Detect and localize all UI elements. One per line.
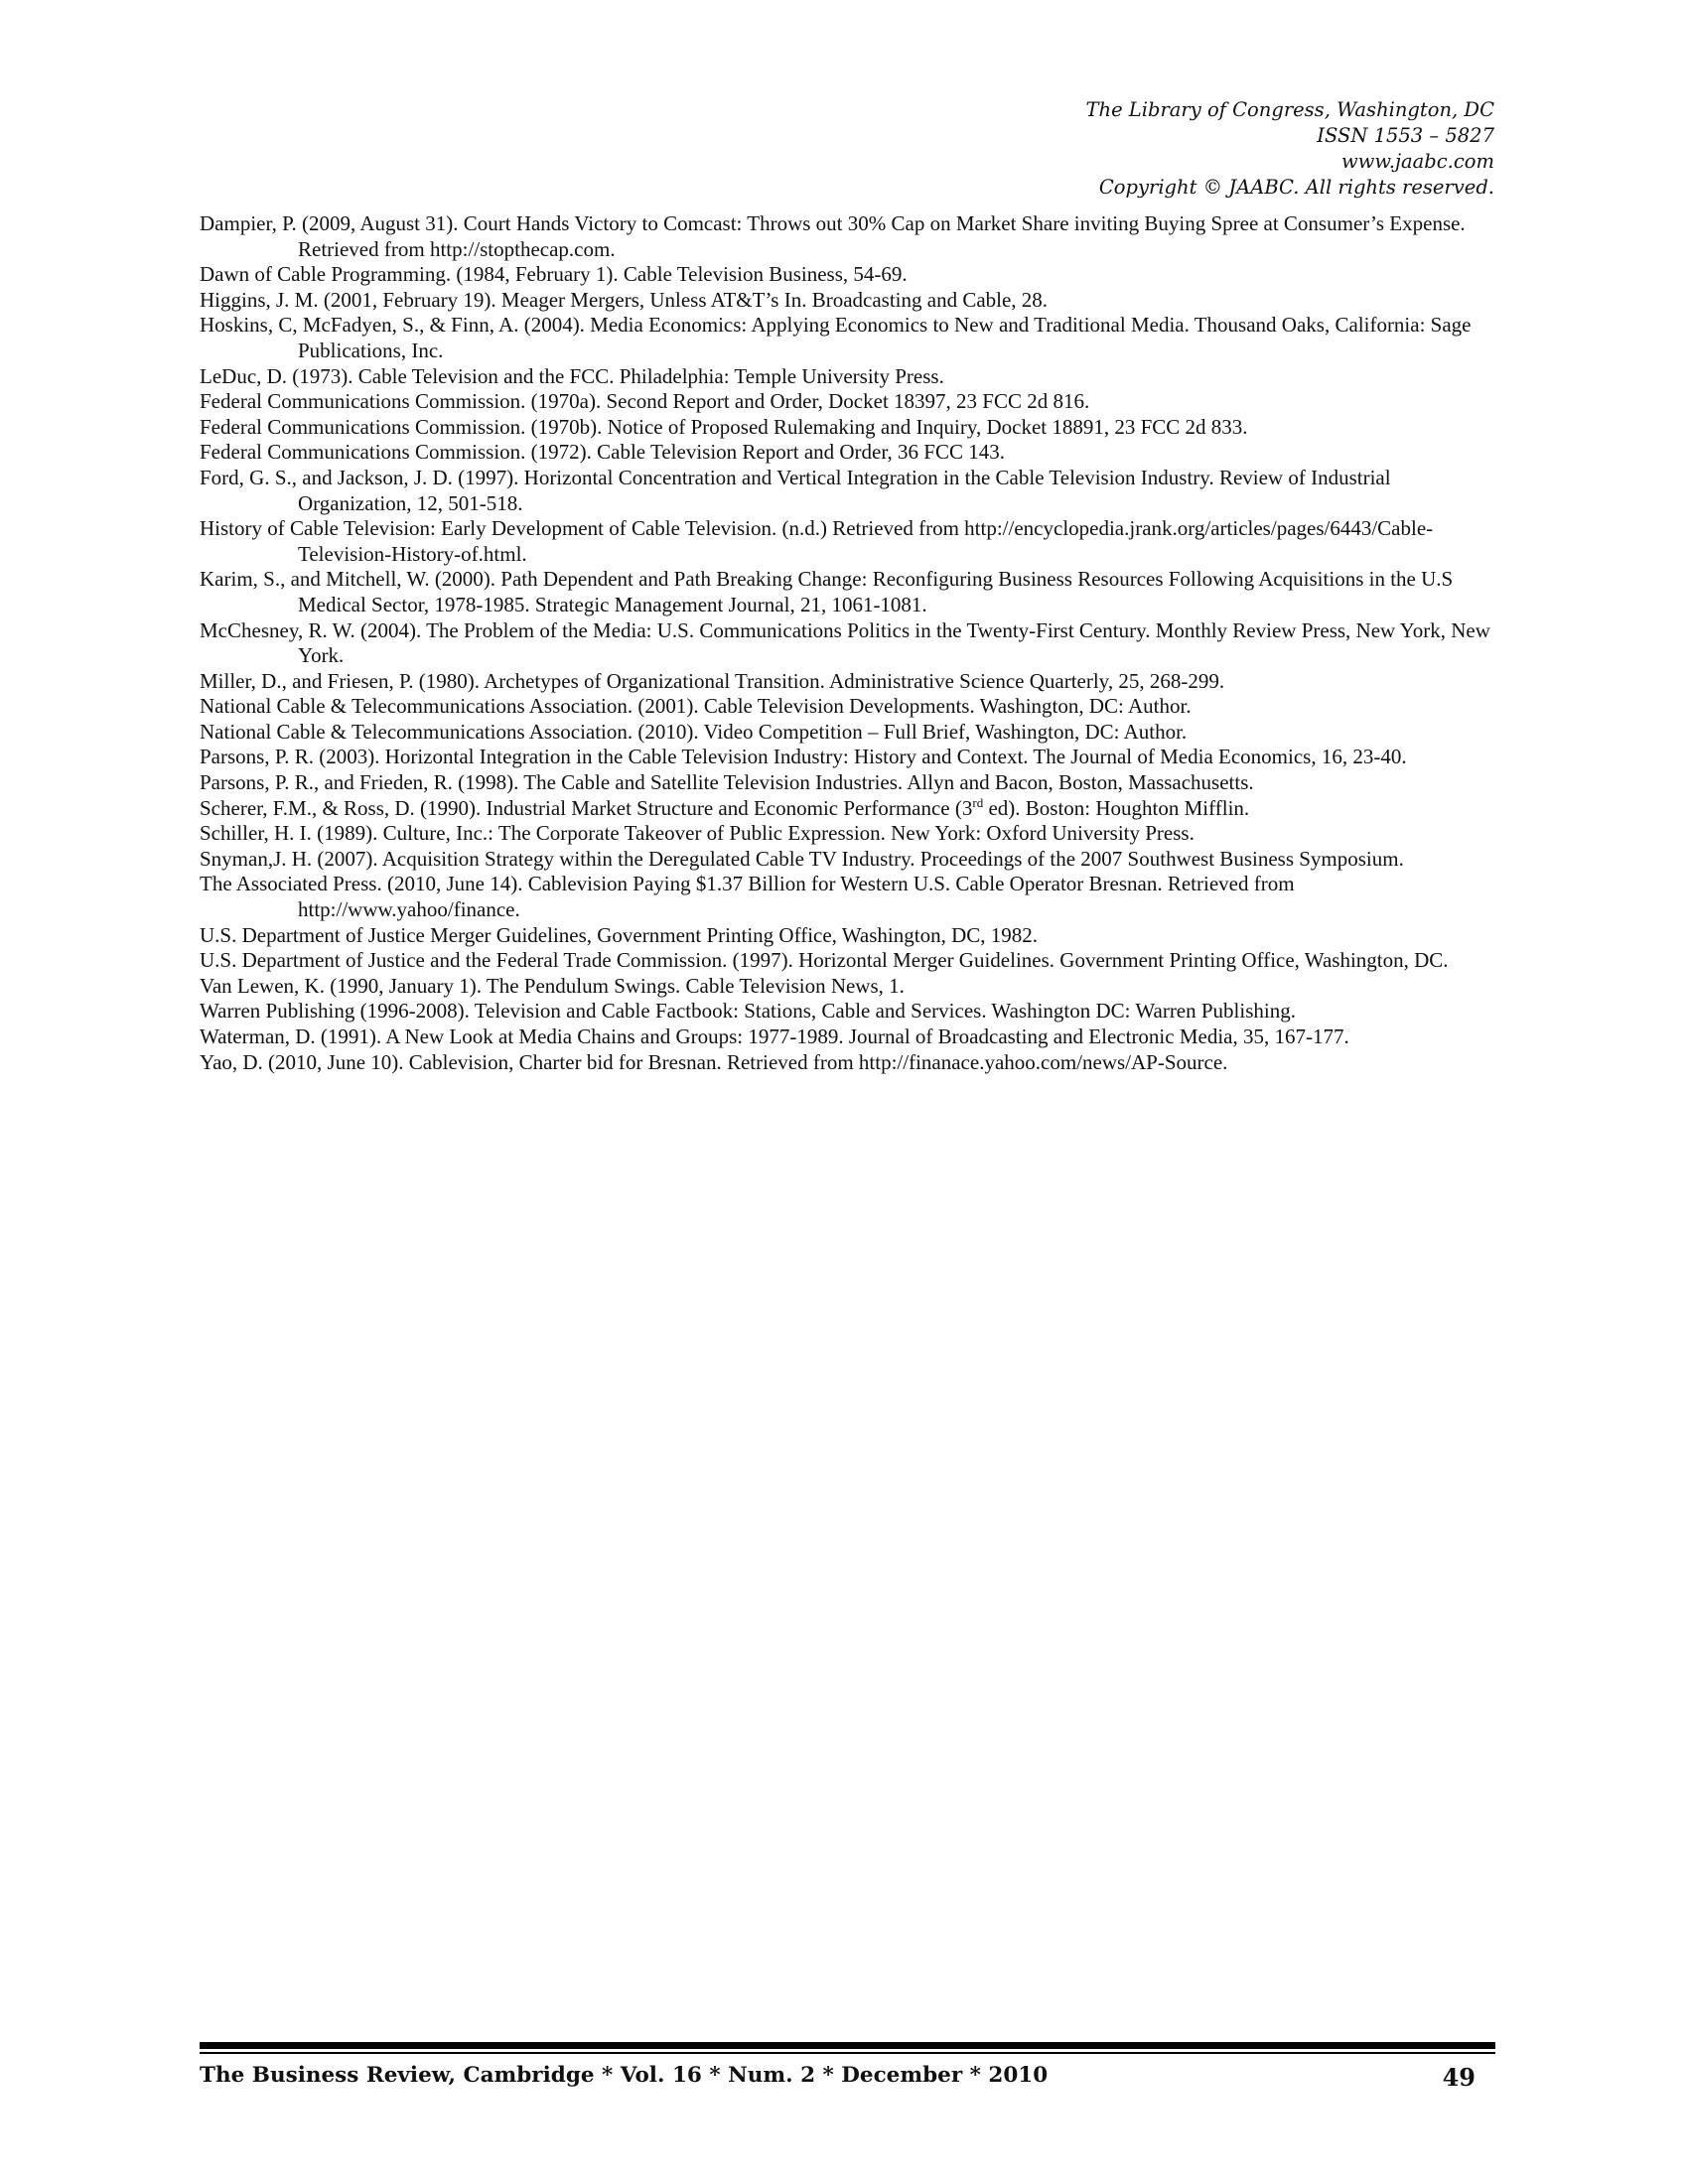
reference-item: National Cable & Telecommunications Association. (2010). Video Competition – Full Brief, Washington, DC: Author.	[200, 719, 1188, 744]
footer-rule-thick	[200, 2042, 1495, 2049]
reference-item: Karim, S., and Mitchell, W. (2000). Path Dependent and Path Breaking Change: Reconfiguring Business Resources Following Acquisitions in the U.S Medical Sector, 1978-1985. Strategic Management Journal, 21, 1061-1081.	[200, 567, 1454, 616]
reference-item: Miller, D., and Friesen, P. (1980). Archetypes of Organizational Transition. Administrative Science Quarterly, 25, 268-299.	[200, 668, 1225, 693]
reference-list	[200, 211, 1495, 1075]
page-number: 49	[1442, 2063, 1476, 2092]
header-issn: ISSN 1553 – 5827	[1317, 124, 1494, 147]
header-library: The Library of Congress, Washington, DC	[1085, 98, 1494, 121]
reference-item: Federal Communications Commission. (1972). Cable Television Report and Order, 36 FCC 143.	[200, 440, 1005, 465]
reference-item: Federal Communications Commission. (1970a). Second Report and Order, Docket 18397, 23 FCC 2d 816.	[200, 389, 1090, 414]
footer-rule-thin	[200, 2052, 1495, 2054]
reference-item: Snyman,J. H. (2007). Acquisition Strategy within the Deregulated Cable TV Industry. Proceedings of the 2007 Southwest Business Symposium.	[200, 846, 1404, 871]
reference-item: Ford, G. S., and Jackson, J. D. (1997). Horizontal Concentration and Vertical Integration in the Cable Television Industry. Review of Industrial Organization, 12, 501-518.	[200, 465, 1391, 515]
header-website: www.jaabc.com	[1340, 150, 1494, 173]
reference-item: Schiller, H. I. (1989). Culture, Inc.: The Corporate Takeover of Public Expression. New York: Oxford University Press.	[200, 821, 1195, 846]
reference-item: Parsons, P. R. (2003). Horizontal Integration in the Cable Television Industry: History and Context. The Journal of Media Economics, 16, 23-40.	[200, 745, 1407, 769]
reference-item: Dawn of Cable Programming. (1984, February 1). Cable Television Business, 54-69.	[200, 262, 908, 287]
reference-item: National Cable & Telecommunications Association. (2001). Cable Television Developments. Washington, DC: Author.	[200, 694, 1192, 719]
reference-item: U.S. Department of Justice and the Federal Trade Commission. (1997). Horizontal Merger Guidelines. Government Printing Office, Washington, DC.	[200, 948, 1449, 973]
reference-item: Dampier, P. (2009, August 31). Court Hands Victory to Comcast: Throws out 30% Cap on Market Share inviting Buying Spree at Consumer’s Expense. Retrieved from http://stopthecap.com.	[200, 211, 1466, 261]
reference-item: LeDuc, D. (1973). Cable Television and the FCC. Philadelphia: Temple University Press.	[200, 363, 944, 388]
reference-text: ed). Boston: Houghton Mifflin.	[983, 795, 1250, 820]
reference-item: Van Lewen, K. (1990, January 1). The Pendulum Swings. Cable Television News, 1.	[200, 973, 905, 998]
journal-header	[799, 97, 1494, 201]
header-copyright: Copyright © JAABC. All rights reserved.	[1098, 176, 1494, 199]
reference-item: History of Cable Television: Early Development of Cable Television. (n.d.) Retrieved from http://encyclopedia.jrank.org/articles/pages/6443/Cable-Television-History-of.html.	[200, 516, 1434, 566]
reference-item: Yao, D. (2010, June 10). Cablevision, Charter bid for Bresnan. Retrieved from http://finanace.yahoo.com/news/AP-Source.	[200, 1049, 1228, 1074]
reference-item: Waterman, D. (1991). A New Look at Media Chains and Groups: 1977-1989. Journal of Broadcasting and Electronic Media, 35, 167-177.	[200, 1024, 1349, 1048]
reference-item: Federal Communications Commission. (1970b). Notice of Proposed Rulemaking and Inquiry, Docket 18891, 23 FCC 2d 833.	[200, 414, 1248, 439]
reference-item: U.S. Department of Justice Merger Guidelines, Government Printing Office, Washington, DC, 1982.	[200, 922, 1039, 947]
reference-text: Scherer, F.M., & Ross, D. (1990). Industrial Market Structure and Economic Performance (3	[200, 795, 973, 820]
reference-item: Warren Publishing (1996-2008). Television and Cable Factbook: Stations, Cable and Services. Washington DC: Warren Publishing.	[200, 999, 1296, 1024]
reference-superscript: rd	[972, 794, 984, 810]
reference-item: McChesney, R. W. (2004). The Problem of the Media: U.S. Communications Politics in the Twenty-First Century. Monthly Review Press, New York, New York.	[200, 617, 1490, 668]
reference-item: Hoskins, C, McFadyen, S., & Finn, A. (2004). Media Economics: Applying Economics to New and Traditional Media. Thousand Oaks, California: Sage Publications, Inc.	[200, 313, 1472, 362]
reference-item	[200, 796, 1495, 822]
reference-item: The Associated Press. (2010, June 14). Cablevision Paying $1.37 Billion for Western U.S. Cable Operator Bresnan. Retrieved from http://www.yahoo/finance.	[200, 872, 1295, 922]
footer-journal-citation: The Business Review, Cambridge * Vol. 16 * Num. 2 * December * 2010	[200, 2063, 1049, 2088]
reference-item: Higgins, J. M. (2001, February 19). Meager Mergers, Unless AT&T’s In. Broadcasting and Cable, 28.	[200, 287, 1049, 312]
reference-item: Parsons, P. R., and Frieden, R. (1998). The Cable and Satellite Television Industries. Allyn and Bacon, Boston, Massachusetts.	[200, 770, 1254, 795]
